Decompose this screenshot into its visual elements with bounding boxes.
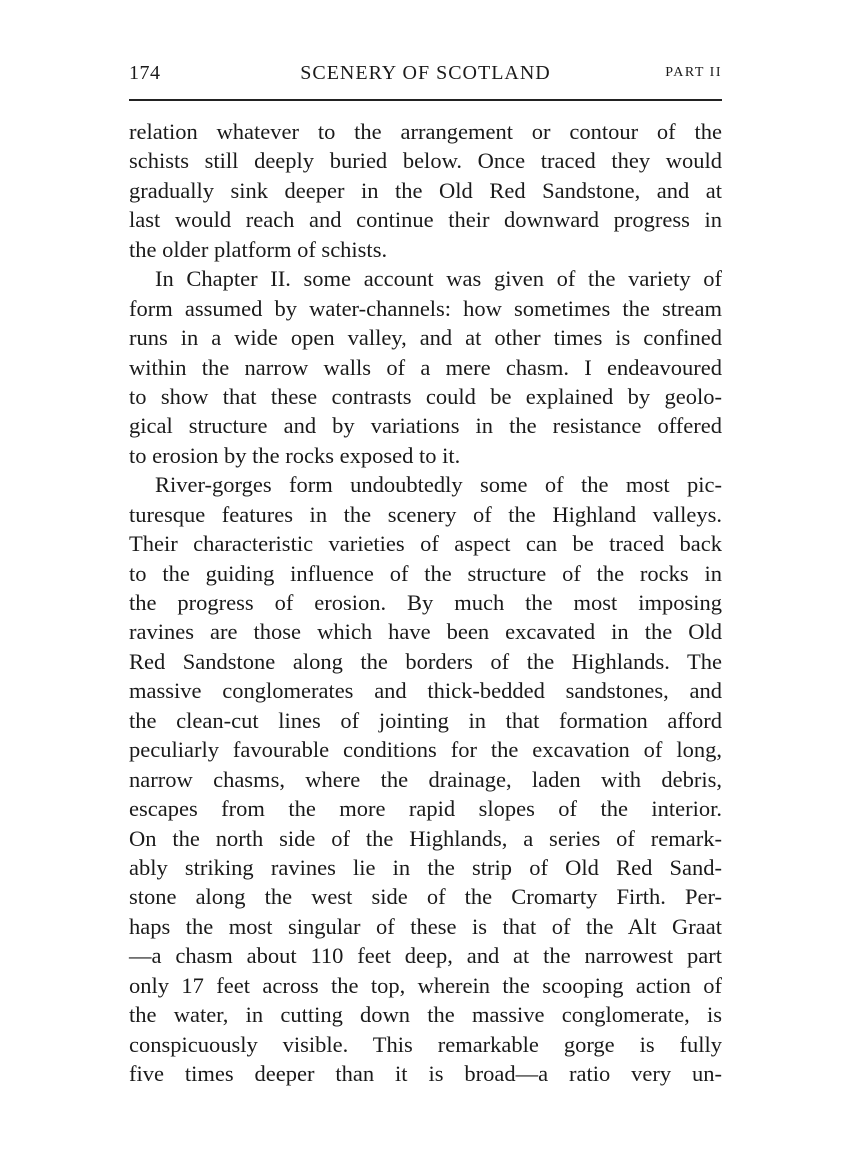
text-line: to erosion by the rocks exposed to it. bbox=[129, 442, 461, 468]
text-line: gical structure and by variations in the resistance offered bbox=[129, 413, 722, 439]
text-line: gradually sink deeper in the Old Red Sandstone, and at bbox=[129, 177, 722, 203]
page-number: 174 bbox=[129, 62, 161, 84]
header-rule bbox=[129, 99, 722, 101]
paragraph bbox=[129, 470, 722, 1088]
text-line: River-gorges form undoubtedly some of the most pic- bbox=[155, 472, 722, 498]
text-line: stone along the west side of the Cromarty Firth. Per- bbox=[129, 884, 722, 910]
body-text bbox=[129, 117, 722, 1088]
text-line: ravines are those which have been excavated in the Old bbox=[129, 619, 722, 645]
text-line: schists still deeply buried below. Once traced they would bbox=[129, 148, 722, 174]
book-page bbox=[129, 60, 722, 1086]
text-line: conspicuously visible. This remarkable gorge is fully bbox=[129, 1031, 722, 1057]
text-line: the clean-cut lines of jointing in that formation afford bbox=[129, 707, 722, 733]
text-line: ably striking ravines lie in the strip of Old Red Sand- bbox=[129, 854, 722, 880]
part-label: PART II bbox=[665, 65, 722, 80]
text-line: In Chapter II. some account was given of the variety of bbox=[155, 266, 722, 292]
text-line: —a chasm about 110 feet deep, and at the narrowest part bbox=[129, 943, 722, 969]
text-line: to the guiding influence of the structure of the rocks in bbox=[129, 560, 722, 586]
text-line: runs in a wide open valley, and at other times is confined bbox=[129, 325, 722, 351]
text-line: to show that these contrasts could be explained by geolo- bbox=[129, 383, 722, 409]
running-title: SCENERY OF SCOTLAND bbox=[300, 62, 551, 84]
text-line: Their characteristic varieties of aspect can be traced back bbox=[129, 531, 722, 557]
paragraph bbox=[129, 117, 722, 264]
text-line: five times deeper than it is broad—a ratio very un- bbox=[129, 1061, 722, 1086]
text-line: the progress of erosion. By much the most imposing bbox=[129, 590, 722, 615]
text-line: escapes from the more rapid slopes of the interior. bbox=[129, 796, 722, 822]
text-line: the older platform of schists. bbox=[129, 236, 388, 262]
text-line: peculiarly favourable conditions for the excavation of long, bbox=[129, 737, 722, 763]
text-line: On the north side of the Highlands, a series of remark- bbox=[129, 825, 722, 851]
text-line: narrow chasms, where the drainage, laden with debris, bbox=[129, 766, 722, 792]
text-line: last would reach and continue their downward progress in bbox=[129, 207, 722, 233]
text-line: within the narrow walls of a mere chasm. I endeavoured bbox=[129, 354, 722, 380]
text-line: turesque features in the scenery of the Highland valleys. bbox=[129, 501, 722, 527]
text-line: the water, in cutting down the massive conglomerate, is bbox=[129, 1002, 722, 1028]
text-line: massive conglomerates and thick-bedded sandstones, and bbox=[129, 678, 722, 704]
text-line: only 17 feet across the top, wherein the scooping action of bbox=[129, 972, 722, 998]
text-line: relation whatever to the arrangement or contour of the bbox=[129, 119, 722, 144]
text-line: haps the most singular of these is that of the Alt Graat bbox=[129, 913, 722, 939]
text-line: Red Sandstone along the borders of the Highlands. The bbox=[129, 648, 722, 674]
paragraph bbox=[129, 264, 722, 470]
text-line: form assumed by water-channels: how sometimes the stream bbox=[129, 295, 722, 321]
running-header bbox=[129, 60, 722, 90]
